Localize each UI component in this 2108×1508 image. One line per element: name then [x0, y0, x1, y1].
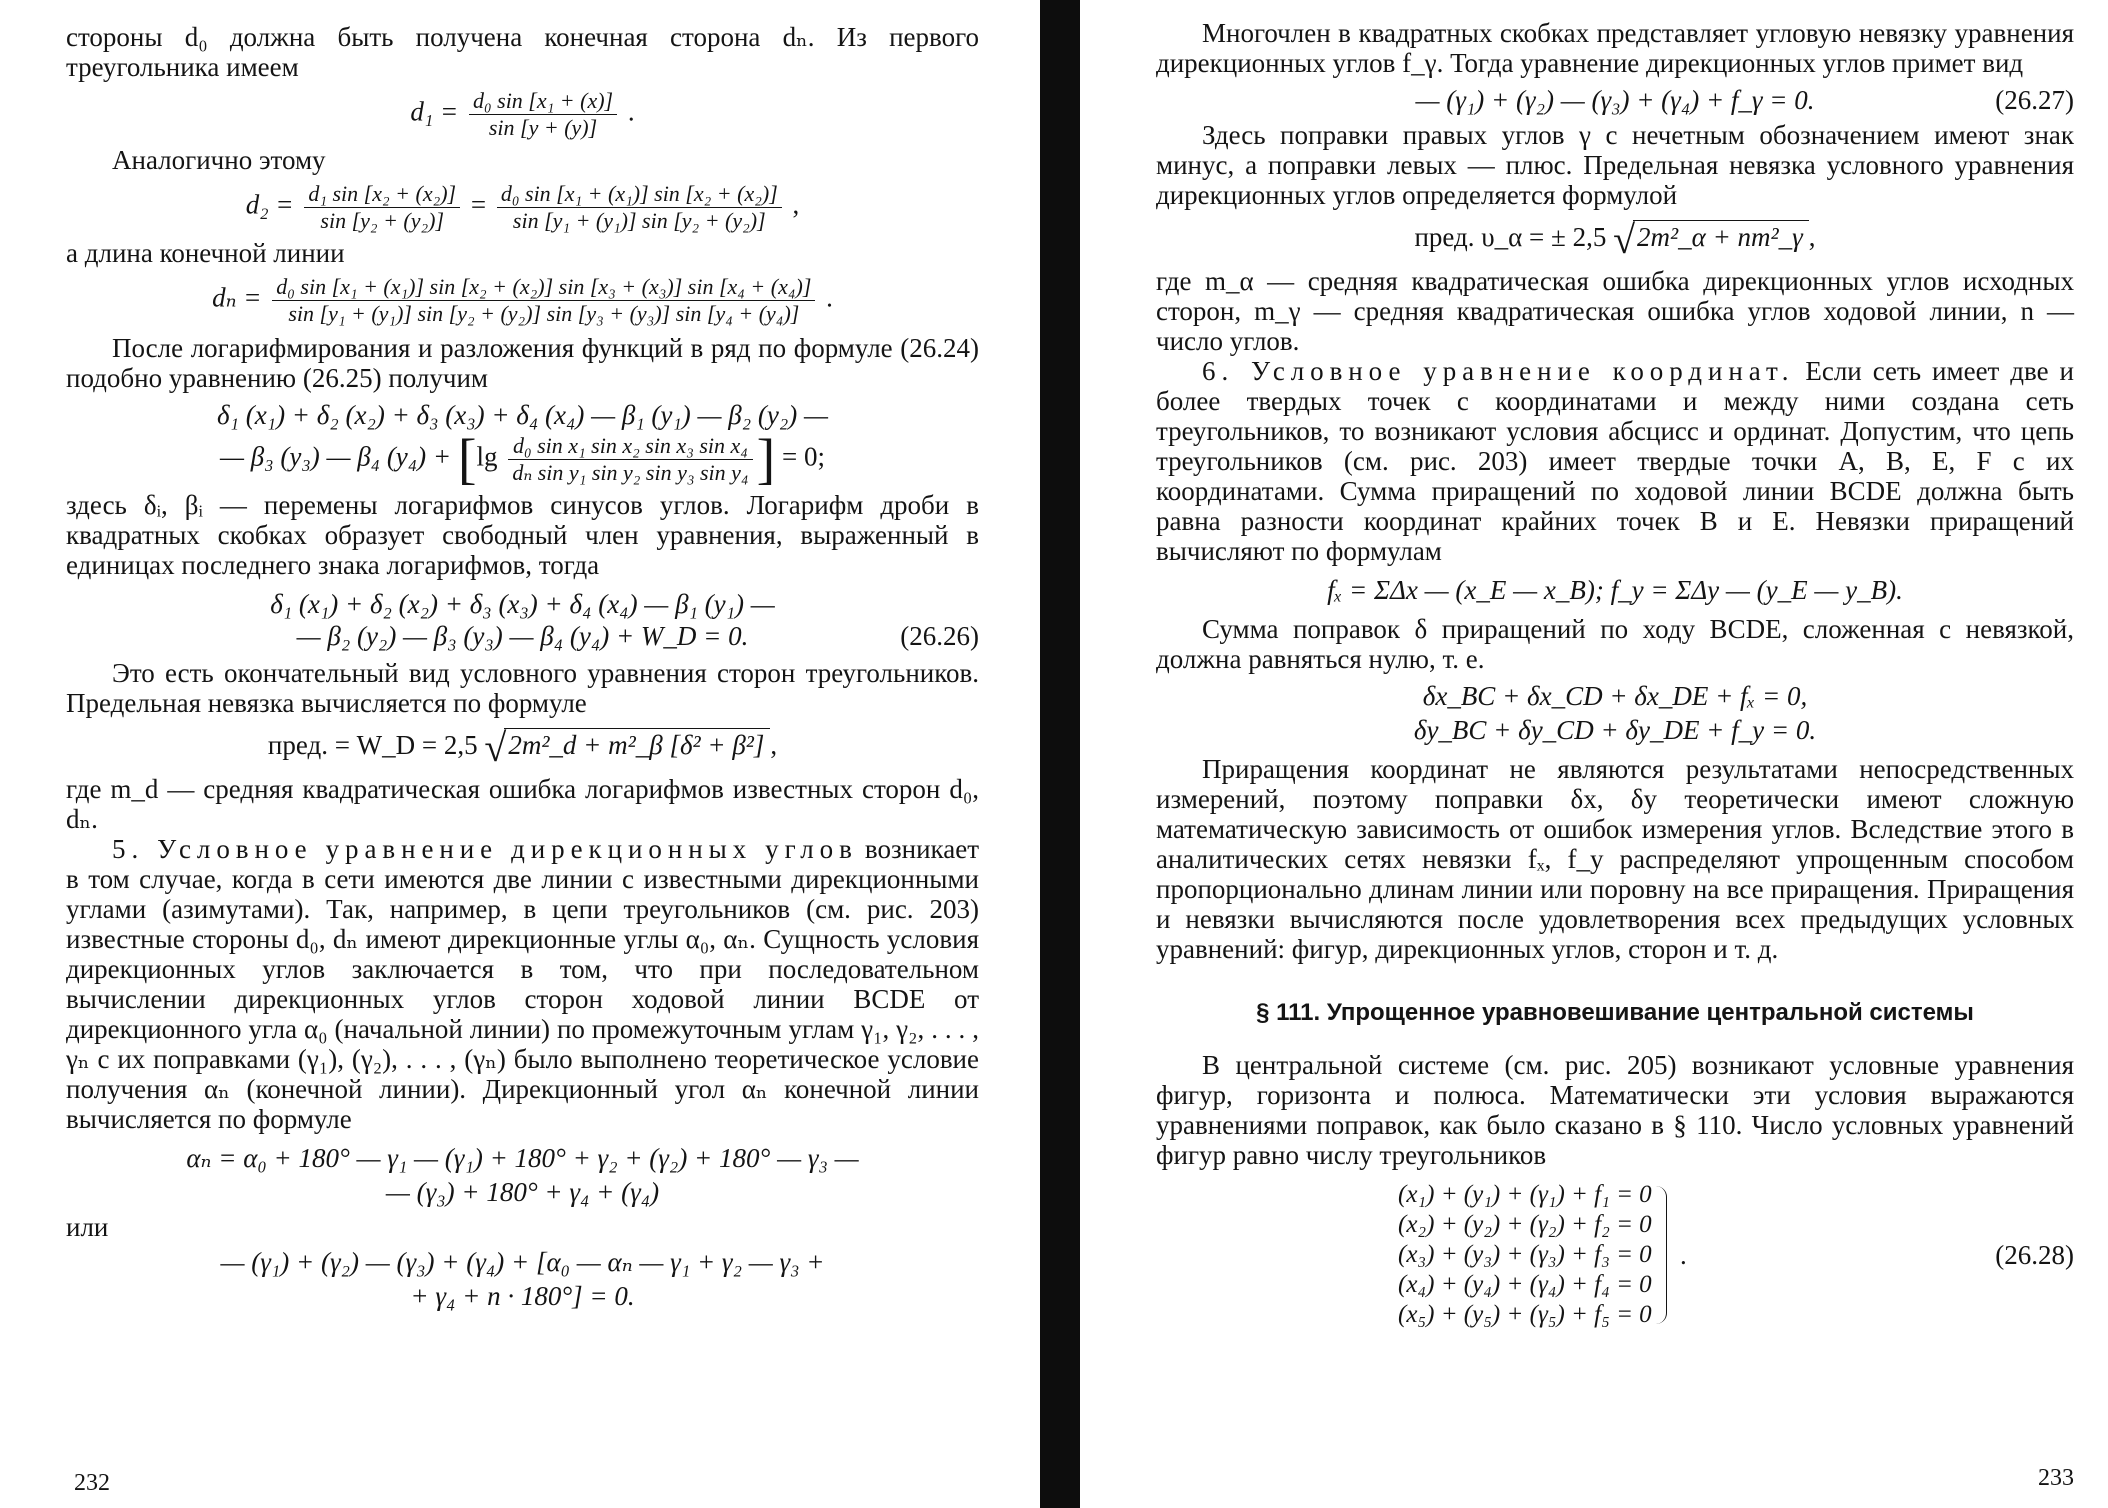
paragraph: или: [66, 1211, 109, 1242]
equation-limit-angles: пред. υ_α = ± 2,5 √2m²_α + nm²_γ ,: [1414, 216, 1816, 262]
section-heading: § 111. Упрощенное уравновешивание центральной системы: [1256, 998, 1974, 1026]
paragraph: 6. Условное уравнение координат. Если сеть имеет две и более твердых точек с координатами и между ними создана сеть треугольников, то возникают условия абсцисс и ординат. Допустим, что цепь треугольников (см. рис. 203) имеет твердые точки A, B, E, F с их координатами. Сумма приращений по ходовой линии BCDE должна быть равна разности координат крайних точек B и E. Невязки приращений вычисляют по формулам: [1156, 355, 2074, 566]
equation-26-26-line1: δ₁ (x₁) + δ₂ (x₂) + δ₃ (x₃) + δ₄ (x₄) — β₁ (y₁) —: [270, 589, 775, 619]
equation-log-line2: — β₃ (y₃) — β₄ (y₄) + [lg $\frac{\text{d₀ sin x₁ sin x₂ sin x₃ sin x₄}}{\text{dₙ sin y₁ sin y₂ sin y₃ sin y₄}}$ ] = 0;: [220, 428, 825, 491]
system-line: (x₄) + (y₄) + (γ₄) + f₄ = 0: [1398, 1270, 1652, 1298]
equation-d2: d₂ = $\frac{\text{d₁ sin [x₂ + (x₂)]}}{\text{sin [y₂ + (y₂)]}}$ = $\frac{\text{d₀ sin [x₁ + (x₁)] sin [x₂ + (x₂)]}}{\text{sin [y₁ + (y₁)] sin [y₂ + (y₂)]}}$ ,: [245, 181, 800, 233]
page-number: 232: [74, 1470, 110, 1496]
paragraph: Это есть окончательный вид условного уравнения сторон треугольников. Предельная невязка вычисляется по формуле: [66, 658, 979, 718]
paragraph: стороны d₀ должна быть получена конечная сторона dₙ. Из первого треугольника имеем: [66, 22, 979, 82]
paragraph: В центральной системе (см. рис. 205) возникают условные уравнения фигур, горизонта и полюса. Математически эти условия выражаются уравнениями поправок, как было сказано в § 110. Число условных уравнений фигур равно числу треугольников: [1156, 1049, 2074, 1170]
equation-dn: dₙ = d₀ sin [x₁ + (x₁)] sin [x₂ + (x₂)] sin [x₃ + (x₃)] sin [x₄ + (x₄)] sin [y₁ + (y₁)] sin [y₂ + (y₂)] sin [y₃ + (y₃)] sin [y₄ + (y₄)] .: [212, 274, 833, 326]
equation-or-line1: — (γ₁) + (γ₂) — (γ₃) + (γ₄) + [α₀ — αₙ — γ₁ + γ₂ — γ₃ +: [220, 1246, 825, 1277]
book-spine: [1040, 0, 1080, 1508]
equation-alpha-n-line2: — (γ₃) + 180° + γ₄ + (γ₄): [385, 1176, 660, 1207]
equation-f: fₓ = ΣΔx — (x_E — x_B); f_y = ΣΔy — (y_E — y_B).: [1327, 574, 1903, 605]
page-left: [0, 0, 1040, 1508]
equation-26-27: — (γ₁) + (γ₂) — (γ₃) + (γ₄) + f_γ = 0. (26.27): [1415, 85, 2074, 115]
equation-log-line1: δ₁ (x₁) + δ₂ (x₂) + δ₃ (x₃) + δ₄ (x₄) — β₁ (y₁) — β₂ (y₂) —: [217, 400, 828, 430]
paragraph: Многочлен в квадратных скобках представляет угловую невязку уравнения дирекционных углов f_γ. Тогда уравнение дирекционных углов примет вид: [1156, 18, 2074, 78]
equation-number: (26.26): [900, 621, 979, 651]
paragraph: Аналогично этому: [112, 145, 326, 175]
section-title: 5. Условное уравнение дирекционных углов: [112, 833, 858, 864]
paragraph: Здесь поправки правых углов γ с нечетным обозначением имеют знак минус, а поправки левых — плюс. Предельная невязка условного уравнения дирекционных углов определяется формулой: [1156, 120, 2074, 210]
equation-limit-sides: пред. = W_D = 2,5 √2m²_d + m²_β [δ² + β²] ,: [267, 724, 778, 770]
equation-system-26-28: (x₁) + (y₁) + (γ₁) + f₁ = 0 (x₂) + (y₂) + (γ₂) + f₂ = 0 (x₃) + (y₃) + (γ₃) + f₃ = 0 (x₄) + (y₄) + (γ₄) + f₄ = 0 (x₅) + (y₅) + (γ₅) + f₅ = 0 . (26.28): [1398, 1180, 2074, 1328]
page-right: [1080, 0, 2108, 1508]
system-line: (x₃) + (y₃) + (γ₃) + f₃ = 0: [1398, 1240, 1652, 1268]
equation-alpha-n-line1: αₙ = α₀ + 180° — γ₁ — (γ₁) + 180° + γ₂ + (γ₂) + 180° — γ₃ —: [186, 1142, 859, 1173]
paragraph: Приращения координат не являются результатами непосредственных измерений, поэтому поправки δx, δy теоретически имеют сложную математическую зависимость от ошибок измерения углов. Вследствие этого в аналитических сетях невязки fₓ, f_y распределяют упрощенным способом пропорционально длинам линии или поровну на все приращения. Приращения и невязки вычисляются после удовлетворения всех предыдущих условных уравнений: фигур, дирекционных углов, сторон и т. д.: [1156, 753, 2074, 964]
equation-dx: δx_BC + δx_CD + δx_DE + fₓ = 0,: [1422, 680, 1808, 711]
paragraph: 5. Условное уравнение дирекционных углов возникает в том случае, когда в сети имеются две линии с известными дирекционными углами (азимутами). Так, например, в цепи треугольников (см. рис. 203) известные стороны d₀, dₙ имеют дирекционные углы α₀, αₙ. Сущность условия дирекционных углов заключается в том, что при последовательном вычислении дирекционных углов сторон ходовой линии BCDE от дирекционного угла α₀ (начальной линии) по промежуточным углам γ₁, γ₂, . . . , γₙ с их поправками (γ₁), (γ₂), . . . , (γₙ) было выполнено теоретическое условие получения αₙ (конечной линии). Дирекционный угол αₙ конечной линии вычисляется по формуле: [66, 833, 980, 1134]
equation-or-line2: + γ₄ + n · 180°] = 0.: [410, 1280, 635, 1311]
system-line: (x₅) + (y₅) + (γ₅) + f₅ = 0: [1398, 1300, 1652, 1328]
paragraph: где m_d — средняя квадратическая ошибка логарифмов известных сторон d₀, dₙ.: [66, 773, 979, 834]
paragraph: где m_α — средняя квадратическая ошибка дирекционных углов исходных сторон, m_γ — средняя квадратическая ошибка углов ходовой линии, n — число углов.: [1156, 265, 2074, 356]
equation-number: (26.28): [1995, 1239, 2074, 1270]
equation-d1: d₁ = $\frac{\text{d₀ sin [x₁ + (x)]}}{\sin [y + (y)]}$ .: [410, 88, 635, 140]
equation-dy: δy_BC + δy_CD + δy_DE + f_y = 0.: [1413, 714, 1817, 745]
system-line: (x₁) + (y₁) + (γ₁) + f₁ = 0: [1398, 1180, 1652, 1208]
paragraph: здесь δᵢ, βᵢ — перемены логарифмов синусов углов. Логарифм дроби в квадратных скобках образует свободный член уравнения, выраженный в единицах последнего знака логарифмов, тогда: [66, 490, 979, 580]
equation-number: (26.27): [1995, 85, 2074, 115]
paragraph: Сумма поправок δ приращений по ходу BCDE, сложенная с невязкой, должна равняться нулю, т. е.: [1156, 613, 2074, 674]
page-number: 233: [2038, 1465, 2074, 1491]
paragraph: После логарифмирования и разложения функций в ряд по формуле (26.24) подобно уравнению (26.25) получим: [66, 333, 979, 393]
system-line: (x₂) + (y₂) + (γ₂) + f₂ = 0: [1398, 1210, 1652, 1238]
right-brace: [1656, 1186, 1667, 1324]
paragraph: а длина конечной линии: [66, 238, 345, 268]
equation-26-26-line2: — β₂ (y₂) — β₃ (y₃) — β₄ (y₄) + W_D = 0. (26.26): [296, 621, 979, 651]
section-title: 6. Условное уравнение координат.: [1202, 355, 1795, 386]
